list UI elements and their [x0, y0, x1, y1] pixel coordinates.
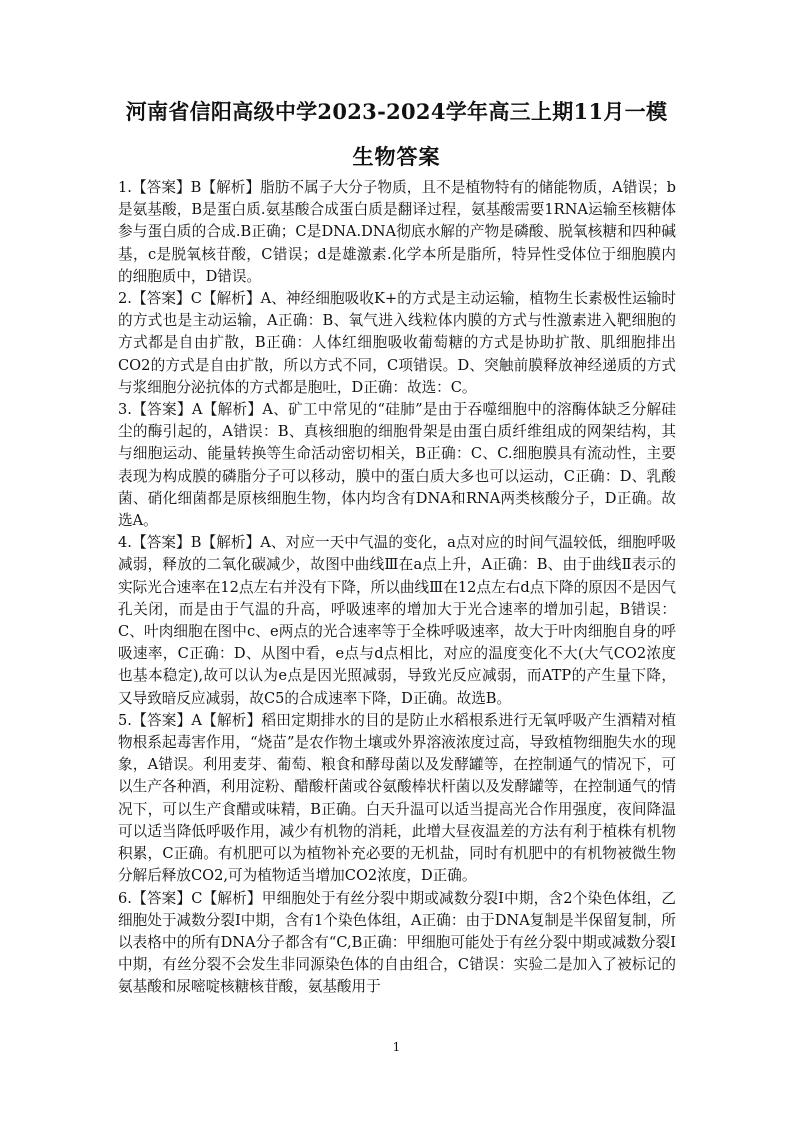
answer-paragraph: 1.【答案】B【解析】脂肪不属子大分子物质，且不是植物特有的储能物质，A错误；b是氨基酸，B是蛋白质.氨基酸合成蛋白质是翻译过程，氨基酸需要1RNA运输至核糖体参与蛋白质的合成.B正确；C是DNA.DNA彻底水解的产物是磷酸、脱氧核糖和四种碱基，c是脱氧核苷酸，C错误；d是雄激素.化学本所是脂所，特异性受体位于细胞膜内的细胞质中，D错误。 — [118, 179, 676, 285]
document-title: 河南省信阳高级中学2023-2024学年高三上期11月一模 — [125, 99, 668, 124]
answer-paragraph: 6.【答案】C【解析】甲细胞处于有丝分裂中期或减数分裂I中期，含2个染色体组，乙细胞处于减数分裂I中期，含有1个染色体组，A正确：由于DNA复制是半保留复制，所以表格中的所有DNA分子都含有“C,B正确：甲细胞可能处于有丝分裂中期或减数分裂I中期，有丝分裂不会发生非同源染色体的自由组合，C错误：实验二是加入了被标记的氨基酸和尿嘧啶核糖核苷酸，氨基酸用于 — [118, 889, 676, 996]
answer-paragraph: 2.【答案】C【解析】A、神经细胞吸收K+的方式是主动运输，植物生长素极性运输时的方式也是主动运输，A正确：B、氧气进入线粒体内膜的方式与性激素进入靶细胞的方式都是自由扩散，B正确：人体红细胞吸收葡萄糖的方式是协助扩散、肌细胞排出CO2的方式是自由扩散，所以方式不同，C项错误。D、突触前膜释放神经递质的方式与浆细胞分泌抗体的方式都是胞吐，D正确：故选：C。 — [118, 290, 676, 396]
answer-paragraph: 3.【答案】A【解析】A、矿工中常见的“硅肺”是由于吞噬细胞中的溶酶体缺乏分解硅尘的酶引起的，A错误：B、真核细胞的细胞骨架是由蛋白质纤维组成的网架结构，其与细胞运动、能量转换等生命活动密切相关，B正确：C、C.细胞膜具有流动性，主要表现为构成膜的磷脂分子可以移动，膜中的蛋白质大多也可以运动，C正确：D、乳酸菌、硝化细菌都是原核细胞生物，体内均含有DNA和RNA两类核酸分子，D正确。故选A。 — [118, 401, 676, 530]
answers-body — [118, 177, 676, 999]
answer-paragraph: 5.【答案】A【解析】稻田定期排水的目的是防止水稻根系进行无氧呼吸产生酒精对植物根系起毒害作用，“烧苗”是农作物土壤或外界溶液浓度过高，导致植物细胞失水的现象，A错误。利用麦芽、葡萄、粮食和酵母菌以及发酵罐等，在控制通气的情况下，可以生产各种酒，利用淀粉、醋酸杆菌或谷氨酸棒状杆菌以及发酵罐等，在控制通气的情况下，可以生产食醋或味精，B正确。白天升温可以适当提高光合作用强度，夜间降温可以适当降低呼吸作用，减少有机物的消耗，此增大昼夜温差的方法有利于植株有机物积累，C正确。有机肥可以为植物补充必要的无机盐，同时有机肥中的有机物被微生物分解后释放CO2,可为植物适当增加CO2浓度，D正确。 — [118, 711, 676, 885]
page-number: 1 — [392, 1040, 401, 1054]
answer-paragraph: 4.【答案】B【解析】A、对应一天中气温的变化，a点对应的时间气温较低，细胞呼吸减弱，释放的二氧化碳减少，故图中曲线Ⅲ在a点上升，A正确：B、由于曲线Ⅱ表示的实际光合速率在12点左右并没有下降，所以曲线Ⅲ在12点左右d点下降的原因不是因气孔关闭，而是由于气温的升高，呼吸速率的增加大于光合速率的增加引起，B错误：C、叶肉细胞在图中c、e两点的光合速率等于全株呼吸速率，故大于叶肉细胞自身的呼吸速率，C正确：D、从图中看，e点与d点相比，对应的温度变化不大(大气CO2浓度也基本稳定),故可以认为e点是因光照减弱，导致光反应减弱，而ATP的产生量下降，又导致暗反应减弱，故C5的合成速率下降，D正确。故选B。 — [118, 534, 676, 707]
document-subtitle: 生物答案 — [352, 144, 441, 169]
